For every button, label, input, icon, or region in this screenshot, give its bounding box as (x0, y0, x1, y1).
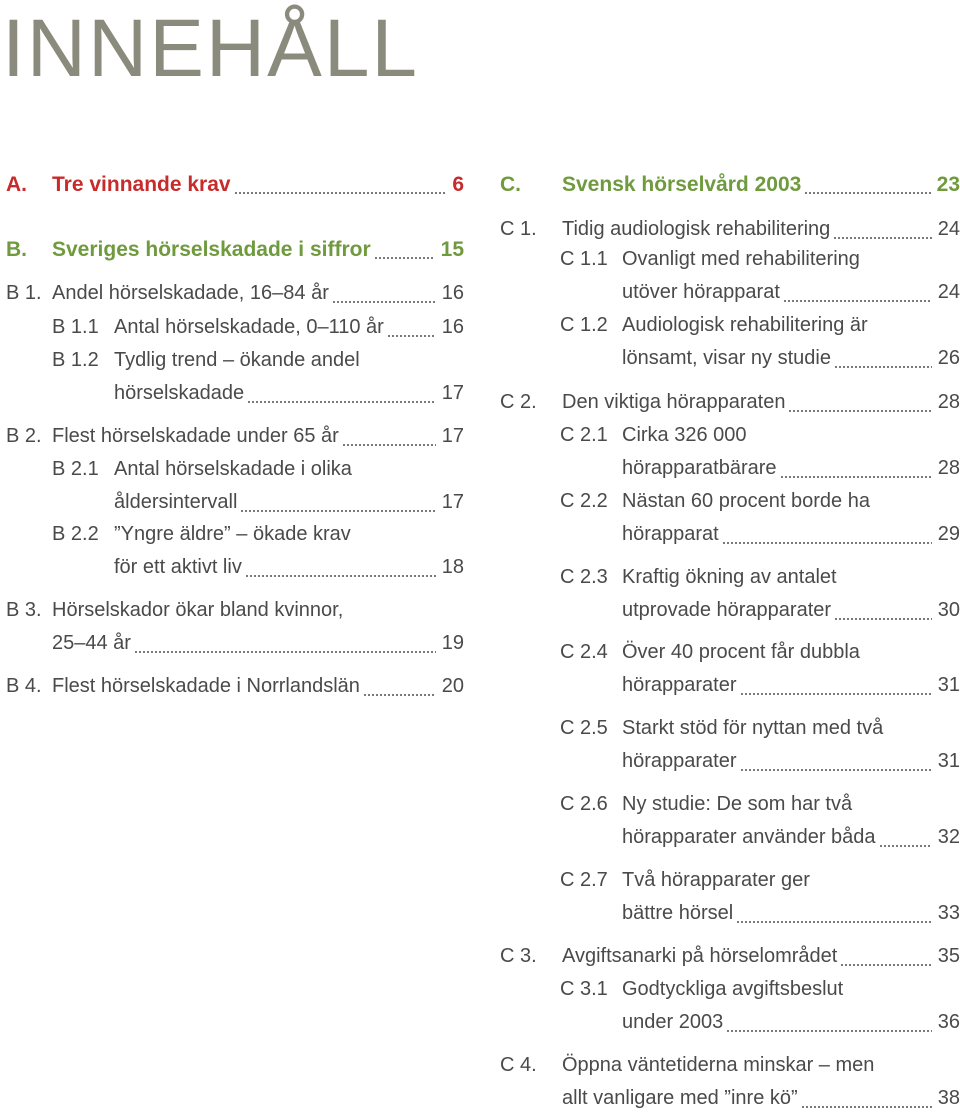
toc-entry-page-number: 36 (937, 1011, 960, 1033)
toc-entry-page-number: 35 (937, 945, 960, 967)
toc-entry-number: B 2. (6, 425, 42, 447)
toc-entry-page-number: 18 (441, 556, 464, 578)
leader-dots (804, 168, 930, 201)
leader-dots (740, 669, 932, 702)
toc-entry-title: Ny studie: De som har två (622, 793, 853, 815)
toc-entry (500, 168, 960, 201)
toc-entry-title: Avgiftsanarki på hörselområdet (562, 945, 838, 967)
toc-entry-page-number: 30 (937, 599, 960, 621)
toc-entry (500, 636, 960, 702)
toc-entry-title: Över 40 procent får dubbla (622, 641, 860, 663)
toc-entry-title: Antal hörselskadade i olika (114, 458, 352, 480)
toc-entry-page-number: 23 (936, 173, 960, 196)
toc-entry-title: Flest hörselskadade i Norrlandslän (52, 675, 360, 697)
toc-entry (500, 386, 960, 419)
toc-entry-page-number: 28 (937, 457, 960, 479)
toc-entry-number: C 3. (500, 945, 537, 967)
toc-entry (6, 670, 464, 703)
page-title: INNEHÅLL (2, 3, 420, 94)
toc-entry-title: Andel hörselskadade, 16–84 år (52, 282, 329, 304)
toc-entry-title: Cirka 326 000 (622, 424, 747, 446)
toc-entry-number: C 1.2 (560, 314, 608, 336)
toc-entry-title-continued: utprovade hörapparater (622, 599, 832, 621)
toc-entry (500, 419, 960, 485)
toc-entry-title: Ovanligt med rehabilitering (622, 248, 860, 270)
toc-entry-title: Tre vinnande krav (52, 173, 231, 196)
leader-dots (722, 518, 932, 551)
toc-entry-title-continued: hörapparater använder båda (622, 826, 876, 848)
toc-entry (6, 168, 464, 201)
toc-entry (6, 453, 464, 519)
toc-entry-title: Den viktiga hörapparaten (562, 391, 786, 413)
leader-dots (736, 897, 932, 930)
toc-entry-page-number: 17 (441, 382, 464, 404)
toc-entry (500, 788, 960, 854)
toc-entry-page-number: 24 (937, 281, 960, 303)
toc-entry-page-number: 16 (441, 282, 464, 304)
leader-dots (834, 594, 932, 627)
leader-dots (833, 213, 931, 246)
toc-entry (6, 277, 464, 310)
toc-entry-title: Audiologisk rehabilitering är (622, 314, 868, 336)
toc-entry-number: C 2. (500, 391, 537, 413)
toc-entry (500, 561, 960, 627)
leader-dots (834, 342, 932, 375)
toc-entry-number: B 1.2 (52, 349, 99, 371)
toc-entry-number: C 2.3 (560, 566, 608, 588)
toc-entry-number: B 3. (6, 599, 42, 621)
toc-entry-title-continued: hörselskadade (114, 382, 245, 404)
toc-entry-title-continued: hörapparater (622, 750, 737, 772)
toc-entry-number: C 2.4 (560, 641, 608, 663)
leader-dots (332, 277, 436, 310)
toc-entry (500, 1049, 960, 1115)
leader-dots (234, 168, 447, 201)
toc-entry (6, 233, 464, 266)
toc-entry-title: Tydlig trend – ökande andel (114, 349, 360, 371)
toc-entry (500, 309, 960, 375)
leader-dots (387, 311, 436, 344)
toc-entry (6, 518, 464, 584)
toc-entry-title-continued: bättre hörsel (622, 902, 734, 924)
toc-entry (500, 973, 960, 1039)
toc-entry-number: C 2.7 (560, 869, 608, 891)
toc-entry-page-number: 17 (441, 425, 464, 447)
toc-entry-number: C 3.1 (560, 978, 608, 1000)
toc-entry (6, 344, 464, 410)
toc-entry-title-continued: hörapparat (622, 523, 719, 545)
toc-entry-number: B. (6, 238, 27, 261)
leader-dots (788, 386, 931, 419)
leader-dots (374, 233, 435, 266)
leader-dots (726, 1006, 932, 1039)
toc-entry-page-number: 32 (937, 826, 960, 848)
toc-entry-title: Öppna väntetiderna minskar – men (562, 1054, 875, 1076)
toc-entry-page-number: 6 (452, 173, 464, 196)
toc-entry-title: Svensk hörselvård 2003 (562, 173, 802, 196)
toc-entry-number: C. (500, 173, 521, 196)
toc-entry (500, 213, 960, 246)
toc-entry-page-number: 28 (937, 391, 960, 413)
toc-entry (500, 243, 960, 309)
toc-entry-page-number: 31 (937, 674, 960, 696)
toc-entry (500, 864, 960, 930)
leader-dots (780, 452, 932, 485)
toc-entry (500, 940, 960, 973)
leader-dots (240, 486, 435, 519)
toc-entry-number: A. (6, 173, 27, 196)
toc-entry-title: Sveriges hörselskadade i siffror (52, 238, 371, 261)
leader-dots (783, 276, 932, 309)
toc-entry (6, 420, 464, 453)
leader-dots (245, 551, 436, 584)
toc-entry-page-number: 29 (937, 523, 960, 545)
toc-entry-title-continued: för ett aktivt liv (114, 556, 242, 578)
toc-entry-number: B 2.1 (52, 458, 99, 480)
toc-entry-page-number: 19 (441, 632, 464, 654)
toc-entry-number: B 1. (6, 282, 42, 304)
toc-entry (500, 485, 960, 551)
toc-entry-title: Kraftig ökning av antalet (622, 566, 837, 588)
toc-entry-number: C 2.2 (560, 490, 608, 512)
toc-entry-title: Två hörapparater ger (622, 869, 810, 891)
toc-entry-number: C 1.1 (560, 248, 608, 270)
toc-entry-number: C 2.6 (560, 793, 608, 815)
toc-entry-page-number: 24 (937, 218, 960, 240)
toc-entry-title-continued: åldersintervall (114, 491, 238, 513)
toc-entry-page-number: 33 (937, 902, 960, 924)
toc-entry-number: C 2.5 (560, 717, 608, 739)
toc-entry-number: B 2.2 (52, 523, 99, 545)
toc-entry-title-continued: utöver hörapparat (622, 281, 780, 303)
leader-dots (247, 377, 436, 410)
toc-entry-number: C 2.1 (560, 424, 608, 446)
leader-dots (342, 420, 436, 453)
toc-entry-page-number: 31 (937, 750, 960, 772)
toc-entry-page-number: 17 (441, 491, 464, 513)
toc-entry-number: B 1.1 (52, 316, 99, 338)
toc-entry-title: Tidig audiologisk rehabilitering (562, 218, 831, 240)
toc-entry-title: Starkt stöd för nyttan med två (622, 717, 884, 739)
leader-dots (134, 627, 436, 660)
toc-entry-number: B 4. (6, 675, 42, 697)
toc-entry-page-number: 15 (440, 238, 464, 261)
toc-entry-title-continued: 25–44 år (52, 632, 131, 654)
toc-entry-title-continued: allt vanligare med ”inre kö” (562, 1087, 798, 1109)
toc-entry (6, 594, 464, 660)
toc-entry-title-continued: hörapparater (622, 674, 737, 696)
toc-entry-title-continued: lönsamt, visar ny studie (622, 347, 831, 369)
toc-entry-title: ”Yngre äldre” – ökade krav (114, 523, 351, 545)
toc-entry-title-continued: hörapparatbärare (622, 457, 777, 479)
toc-entry-title: Antal hörselskadade, 0–110 år (114, 316, 384, 338)
toc-entry (6, 311, 464, 344)
toc-entry-page-number: 38 (937, 1087, 960, 1109)
toc-entry-number: C 4. (500, 1054, 537, 1076)
toc-entry-page-number: 20 (441, 675, 464, 697)
leader-dots (879, 821, 932, 854)
leader-dots (740, 745, 932, 778)
toc-entry-title: Godtyckliga avgiftsbeslut (622, 978, 844, 1000)
toc-entry-number: C 1. (500, 218, 537, 240)
toc-entry-title-continued: under 2003 (622, 1011, 724, 1033)
leader-dots (363, 670, 436, 703)
toc-entry-page-number: 26 (937, 347, 960, 369)
toc-entry-title: Flest hörselskadade under 65 år (52, 425, 339, 447)
toc-entry-page-number: 16 (441, 316, 464, 338)
leader-dots (840, 940, 931, 973)
toc-entry-title: Nästan 60 procent borde ha (622, 490, 870, 512)
toc-entry (500, 712, 960, 778)
toc-entry-title: Hörselskador ökar bland kvinnor, (52, 599, 344, 621)
leader-dots (801, 1082, 932, 1115)
